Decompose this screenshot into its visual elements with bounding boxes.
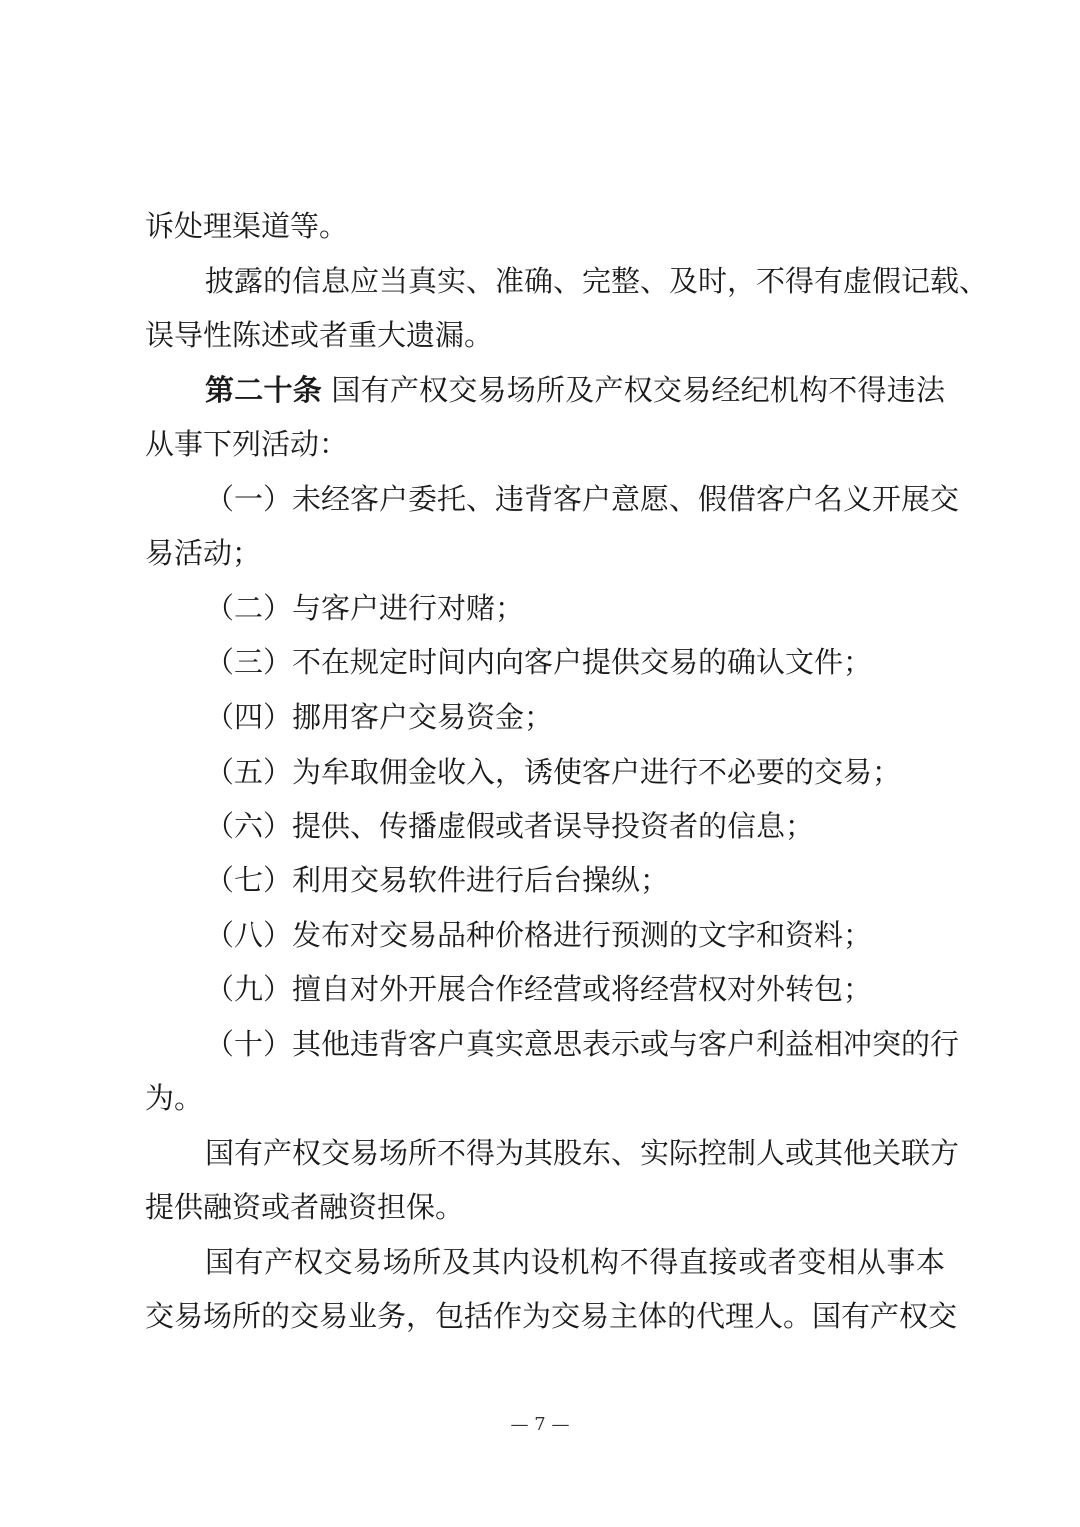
text-line: 披露的信息应当真实、准确、完整、及时，不得有虚假记载、 <box>205 264 989 298</box>
text-line: 易活动； <box>145 536 262 570</box>
text-line: 提供融资或者融资担保。 <box>145 1190 465 1224</box>
list-item: （九）擅自对外开展合作经营或将经营权对外转包； <box>205 972 873 1006</box>
text-line: 国有产权交易场所不得为其股东、实际控制人或其他关联方 <box>205 1136 960 1170</box>
text-line: 从事下列活动： <box>145 427 349 461</box>
list-item: （七）利用交易软件进行后台操纵； <box>205 863 670 897</box>
text-line: 交易场所的交易业务，包括作为交易主体的代理人。国有产权交 <box>145 1299 958 1333</box>
text-line: 为。 <box>145 1081 204 1115</box>
text-line: 诉处理渠道等。 <box>145 209 349 243</box>
list-item: （六）提供、传播虚假或者误导投资者的信息； <box>205 809 815 843</box>
article-first-line <box>205 370 945 410</box>
text-line: 国有产权交易场所及其内设机构不得直接或者变相从事本 <box>205 1245 945 1279</box>
list-item: （八）发布对交易品种价格进行预测的文字和资料； <box>205 918 873 952</box>
list-item: （三）不在规定时间内向客户提供交易的确认文件； <box>205 645 873 679</box>
list-item: （五）为牟取佣金收入，诱使客户进行不必要的交易； <box>205 755 902 789</box>
page-number: — 7 — <box>510 1414 570 1435</box>
list-item: （一）未经客户委托、违背客户意愿、假借客户名义开展交 <box>205 482 960 516</box>
text-line: 误导性陈述或者重大遗漏。 <box>145 318 494 352</box>
list-item: （十）其他违背客户真实意思表示或与客户利益相冲突的行 <box>205 1027 960 1061</box>
article-label: 第二十条 <box>205 373 322 407</box>
article-text: 国有产权交易场所及产权交易经纪机构不得违法 <box>321 373 945 407</box>
list-item: （二）与客户进行对赌； <box>205 591 525 625</box>
list-item: （四）挪用客户交易资金； <box>205 700 554 734</box>
